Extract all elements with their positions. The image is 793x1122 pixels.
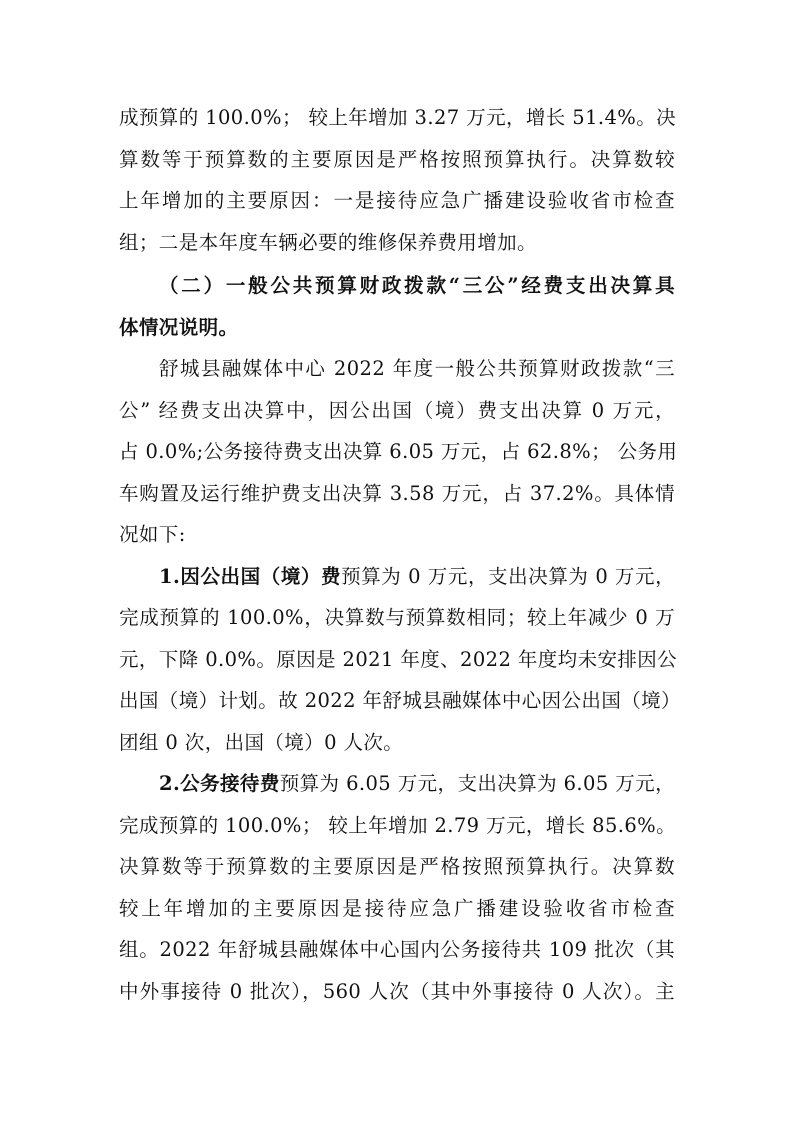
text-line: 占 0.0%;公务接待费支出决算 6.05 万元，占 62.8%； 公务用 xyxy=(119,440,678,463)
text-line: 公” 经费支出决算中，因公出国（境）费支出决算 0 万元， xyxy=(119,398,675,422)
heading-line: 体情况说明。 xyxy=(119,315,239,339)
item-label: 2.公务接待费 xyxy=(159,772,280,795)
text-line: 组。2022 年舒城县融媒体中心国内公务接待共 109 批次（其 xyxy=(119,938,675,961)
paragraph-three-public-expenses xyxy=(119,348,678,556)
text-line: 上年增加的主要原因：一是接待应急广播建设验收省市检查 xyxy=(119,189,675,212)
text-line: 元，下降 0.0%。原因是 2021 年度、2022 年度均未安排因公 xyxy=(119,647,678,671)
text-line: 较上年增加的主要原因是接待应急广播建设验收省市检查 xyxy=(119,896,675,920)
text-line: 况如下: xyxy=(119,523,186,546)
section-heading xyxy=(119,265,675,348)
text-line: 中外事接待 0 批次），560 人次（其中外事接待 0 人次）。主 xyxy=(119,979,675,1003)
text-line: 决算数等于预算数的主要原因是严格按照预算执行。决算数 xyxy=(119,855,675,878)
text-line: 车购置及运行维护费支出决算 3.58 万元，占 37.2%。具体情 xyxy=(119,481,675,505)
item-first-line xyxy=(119,556,675,598)
text-line: 完成预算的 100.0%，决算数与预算数相同；较上年减少 0 万 xyxy=(119,606,675,629)
item-text: 预算为 6.05 万元，支出决算为 6.05 万元， xyxy=(279,772,675,795)
item-text: 预算为 0 万元，支出决算为 0 万元， xyxy=(341,564,676,588)
text-line: 组；二是本年度车辆必要的维修保养费用增加。 xyxy=(119,230,537,254)
text-line: 出国（境）计划。故 2022 年舒城县融媒体中心因公出国（境） xyxy=(119,689,681,712)
text-line: 成预算的 100.0%； 较上年增加 3.27 万元，增长 51.4%。决 xyxy=(119,106,677,129)
heading-line: （二）一般公共预算财政拨款“三公”经费支出决算具 xyxy=(159,274,675,297)
item-overseas-travel xyxy=(119,556,681,764)
text-line: 舒城县融媒体中心 2022 年度一般公共预算财政拨款“三 xyxy=(159,357,675,380)
document-body xyxy=(119,97,681,1012)
item-label: 1.因公出国（境）费 xyxy=(159,564,342,588)
text-line: 团组 0 次，出国（境）0 人次。 xyxy=(119,730,404,754)
item-reception-expenses xyxy=(119,763,675,1012)
item-first-line xyxy=(119,763,675,805)
text-line: 算数等于预算数的主要原因是严格按照预算执行。决算数较 xyxy=(119,147,675,171)
paragraph-vehicle-summary xyxy=(119,97,675,263)
text-line: 完成预算的 100.0%； 较上年增加 2.79 万元，增长 85.6%。 xyxy=(119,813,677,837)
